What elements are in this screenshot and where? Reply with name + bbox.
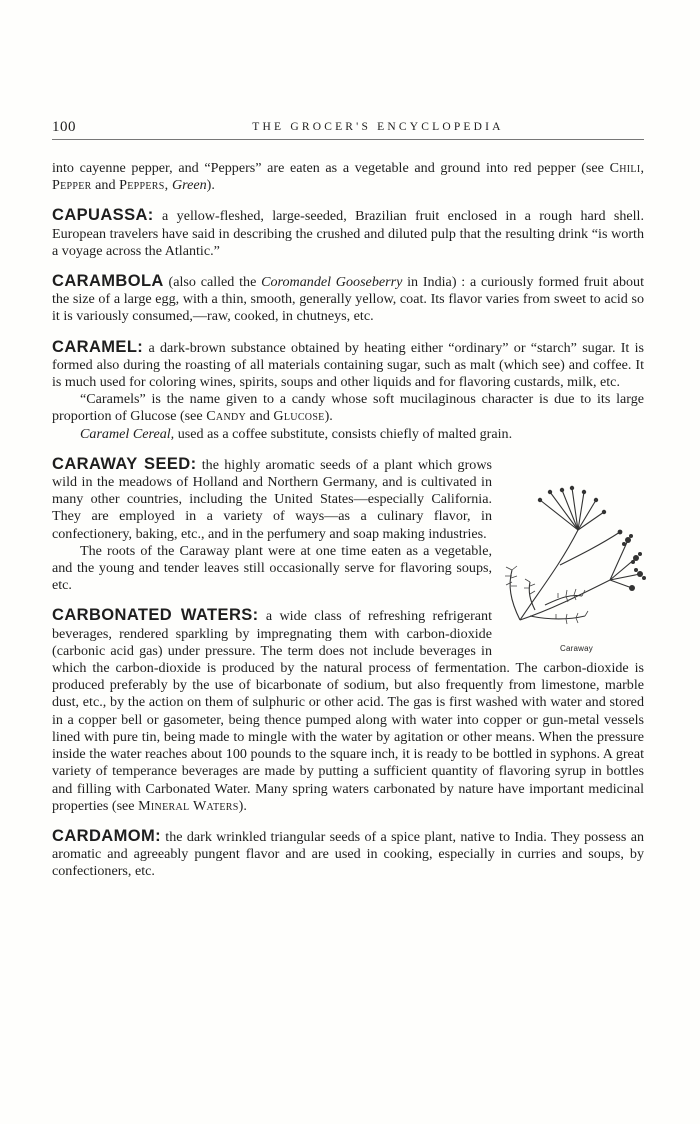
entry-text: ). xyxy=(206,177,215,194)
entry-text: a dark-brown substance obtained by heating either “ordinary” or “starch” sugar. It is formed also during the roasting of all materials containing sugar, such as malt (which see) and coffee. It is much used for coloring wines, spirits, soups and other liquids and for flavoring custards, milk, etc. xyxy=(52,339,644,391)
cross-reference: Peppers, xyxy=(119,177,169,194)
cross-reference: Pepper xyxy=(52,177,92,194)
entry-text: into cayenne pepper, and “Peppers” are eaten as a vegetable and ground into red pepper (see xyxy=(52,160,610,176)
entry-caramel xyxy=(52,339,644,443)
entry-peppers-continuation xyxy=(52,160,644,194)
entry-term: CARAMEL: xyxy=(52,337,144,356)
entry-text: ). xyxy=(238,797,247,814)
entry-cardamom xyxy=(52,828,644,881)
cross-reference: Chili xyxy=(609,160,641,176)
entry-term: CARDAMOM: xyxy=(52,826,161,845)
header-rule xyxy=(52,139,644,140)
entry-carambola xyxy=(52,273,644,326)
entry-text: the dark wrinkled triangular seeds of a spice plant, native to India. They possess an aromatic and agreeably pungent flavor and are used in cooking, especially in curries and soups, by confectioners, etc. xyxy=(52,828,644,880)
entry-text: , xyxy=(640,160,644,176)
entry-text: a yellow-fleshed, large-seeded, Brazilian fruit enclosed in a rough hard shell. European travelers have said in describing the crushed and diluted pulp that the resulting drink “is worth a voyage across the Atlantic.” xyxy=(52,208,644,259)
cross-reference: Mineral Waters xyxy=(138,797,239,814)
figure-caption: Caraway xyxy=(560,643,593,653)
entry-term: CAPUASSA: xyxy=(52,206,154,225)
entry-term: CARAWAY SEED: xyxy=(52,454,197,473)
entry-text: the highly aromatic seeds of a plant which grows wild in the meadows of Holland and Northern Germany, and is cultivated in many other countries, including the United States—especially California. They are employed in a variety of ways—as a culinary flavor, in confectionery, baking, etc., and in the perfumery and soap making industries. xyxy=(52,456,492,542)
entry-capuassa xyxy=(52,207,644,260)
caraway-illustration xyxy=(500,470,650,653)
italic-term: Caramel Cereal, xyxy=(80,425,175,442)
cross-reference-italic: Green xyxy=(171,177,207,194)
page-header xyxy=(52,119,644,141)
cross-reference: Glucose xyxy=(273,408,325,425)
page-number: 100 xyxy=(52,119,76,135)
entry-text: in India) : a curiously formed fruit about the size of a large egg, with a thin, smooth, generally yellow, coat. Its flavor varies from sweet to acid so it is variously consumed,—raw, cooked, in chutneys, etc. xyxy=(52,274,645,325)
entry-term: CARBONATED WATERS: xyxy=(52,606,259,625)
entry-text: ). xyxy=(324,408,333,425)
cross-reference: Candy xyxy=(206,408,247,425)
entry-text: a wide class of refreshing refrigerant beverages, rendered sparkling by impregnating them with carbon-dioxide (carbonic acid gas) under pressure. The term does not include beverages in which the carbon-dioxide is produced by the natural process of fermentation. The carbon-dioxide is produced preferably by the use of bicarbonate of sodium, but also frequently from limestone, marble dust, etc., by the action on them of sulphuric or other acid. The gas is first washed with water and stored in a copper bell or gasometer, being thence pumped along with water into copper or gun-metal vessels lined with pure tin, being made to mingle with the water by agitation or other means. When the pressure inside the water reaches about 100 pounds to the square inch, it is ready to be bottled in syphons. A great variety of temperance beverages are made by putting a sufficient quantity of flavoring syrup in bottles and filling with Carbonated Water. Many spring waters carbonated by nature have important medicinal properties (see xyxy=(52,608,644,814)
entry-text: The roots of the Caraway plant were at one time eaten as a vegetable, and the young and tender leaves still occasionally serve for flavoring soups, etc. xyxy=(52,542,492,594)
entry-text: and xyxy=(91,177,120,194)
running-title: THE GROCER'S ENCYCLOPEDIA xyxy=(252,121,504,133)
entry-text: (also called the xyxy=(163,274,262,291)
caraway-plant-icon xyxy=(500,470,650,650)
entry-text: used as a coffee substitute, consists chiefly of malted grain. xyxy=(174,425,513,442)
page-body xyxy=(52,160,644,894)
italic-term: Coromandel Gooseberry xyxy=(261,274,403,291)
entry-text: and xyxy=(246,408,274,425)
entry-text: “Caramels” is the name given to a candy whose soft mucilaginous character is due to its large proportion of Glucose (see xyxy=(52,391,644,425)
entry-term: CARAMBOLA xyxy=(52,272,164,291)
